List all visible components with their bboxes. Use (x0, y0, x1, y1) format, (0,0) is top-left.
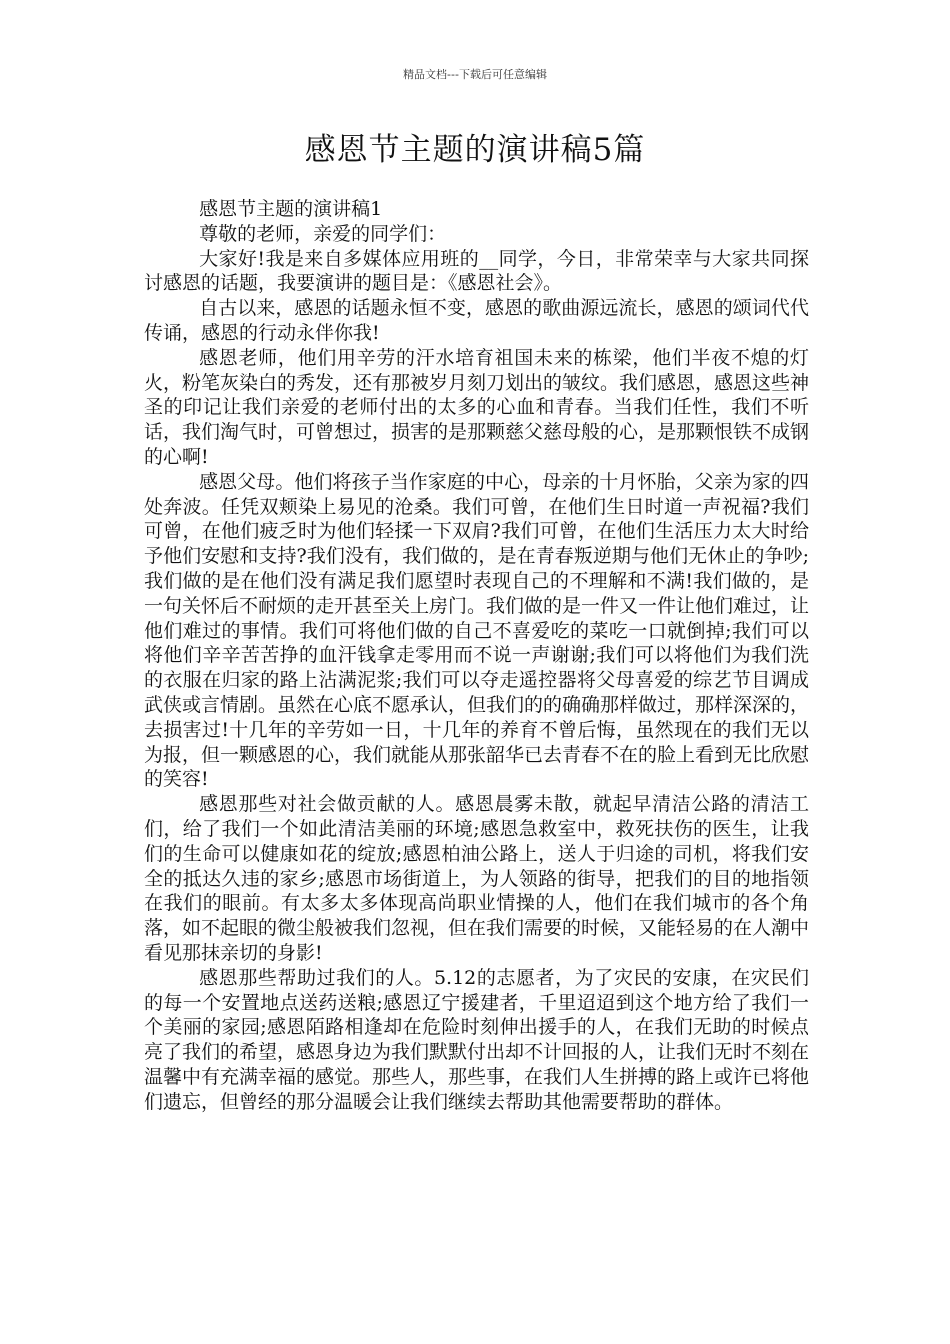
salutation: 尊敬的老师，亲爱的同学们： (199, 222, 447, 245)
document-title: 感恩节主题的演讲稿5篇 (304, 132, 646, 168)
paragraph: 感恩那些帮助过我们的人。5.12的志愿者，为了灾民的安康，在灾民们的每一个安置地点送药送粮;感恩辽宁援建者，千里迢迢到这个地方给了我们一个美丽的家园;感恩陌路相逢却在危险时刻伸出援手的人，在我们无助的时候点亮了我们的希望，感恩身边为我们默默付出却不计回报的人，让我们无时不刻在温馨中有充满幸福的感觉。那些人，那些事，在我们人生拼搏的路上或许已将他们遗忘，但曾经的那分温暖会让我们继续去帮助其他需要帮助的群体。 (144, 966, 810, 1113)
paragraph: 感恩那些对社会做贡献的人。感恩晨雾未散，就起早清洁公路的清洁工们，给了我们一个如此清洁美丽的环境;感恩急救室中，救死扶伤的医生，让我们的生命可以健康如花的绽放;感恩柏油公路上，送人于归途的司机，将我们安全的抵达久违的家乡;感恩市场街道上，为人领路的街导，把我们的目的地指领在我们的眼前。有太多太多体现高尚职业情操的人，他们在我们城市的各个角落，如不起眼的微尘般被我们忽视，但在我们需要的时候，又能轻易的在人潮中看见那抹亲切的身影! (144, 793, 810, 964)
section-heading: 感恩节主题的演讲稿1 (199, 198, 383, 220)
paragraph: 感恩老师，他们用辛劳的汗水培育祖国未来的栋梁，他们半夜不熄的灯火，粉笔灰染白的秀发，还有那被岁月刻刀划出的皱纹。我们感恩，感恩这些神圣的印记让我们亲爱的老师付出的太多的心血和青春。当我们任性，我们不听话，我们淘气时，可曾想过，损害的是那颗慈父慈母般的心，是那颗恨铁不成钢的心啊! (144, 346, 810, 468)
paragraph: 感恩父母。他们将孩子当作家庭的中心，母亲的十月怀胎，父亲为家的四处奔波。任凭双颊染上易见的沧桑。我们可曾，在他们生日时道一声祝福?我们可曾，在他们疲乏时为他们轻揉一下双肩?我们可曾，在他们生活压力太大时给予他们安慰和支持?我们没有，我们做的，是在青春叛逆期与他们无休止的争吵;我们做的是在他们没有满足我们愿望时表现自己的不理解和不满!我们做的，是一句关怀后不耐烦的走开甚至关上房门。我们做的是一件又一件让他们难过，让他们难过的事情。我们可将他们做的自己不喜爱吃的菜吃一口就倒掉;我们可以将他们辛辛苦苦挣的血汗钱拿走零用而不说一声谢谢;我们可以将他们为我们洗的衣服在归家的路上沾满泥浆;我们可以夺走遥控器将父母喜爱的综艺节目调成武侠或言情剧。虽然在心底不愿承认，但我们的的确确那样做过，那样深深的，去损害过!十几年的辛劳如一日，十几年的养育不曾后悔，虽然现在的我们无以为报，但一颗感恩的心，我们就能从那张韶华已去青春不在的脸上看到无比欣慰的笑容! (144, 470, 810, 791)
document-body (144, 197, 809, 1114)
paragraph: 自古以来，感恩的话题永恒不变，感恩的歌曲源远流长，感恩的颂词代代传诵，感恩的行动永伴你我! (144, 297, 809, 344)
paragraph: 大家好!我是来自多媒体应用班的__同学，今日，非常荣幸与大家共同探讨感恩的话题，我要演讲的题目是：《感恩社会》。 (144, 247, 809, 295)
page-header: 精品文档---下载后可任意编辑 (403, 68, 547, 81)
